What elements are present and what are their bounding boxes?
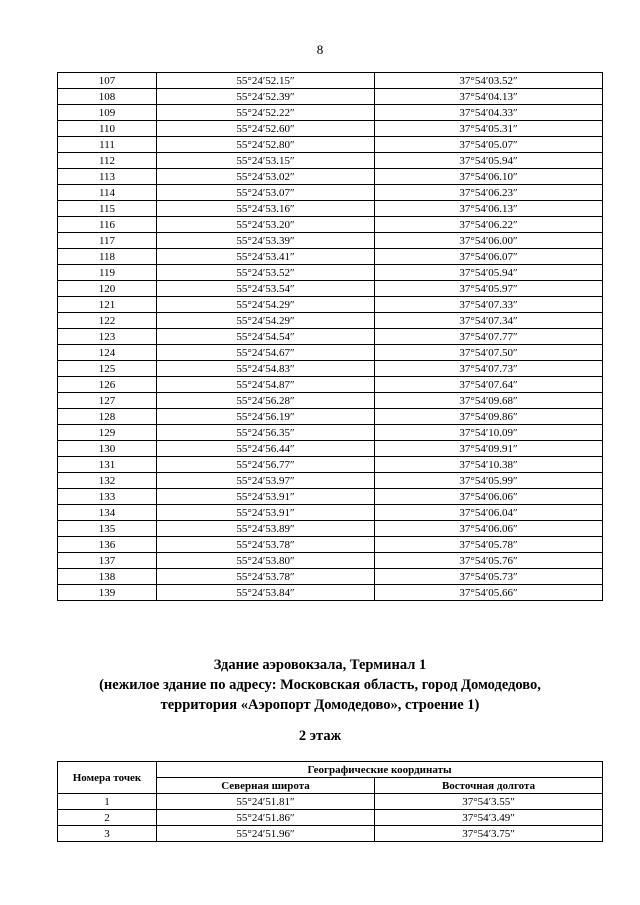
longitude-cell: 37°54′10.38″ (375, 457, 603, 473)
latitude-cell: 55°24′53.02″ (157, 169, 375, 185)
latitude-cell: 55°24′53.84″ (157, 585, 375, 601)
longitude-cell: 37°54′07.33″ (375, 297, 603, 313)
latitude-cell: 55°24′54.83″ (157, 361, 375, 377)
latitude-cell: 55°24′54.29″ (157, 297, 375, 313)
point-number-cell: 131 (58, 457, 157, 473)
latitude-cell: 55°24′56.77″ (157, 457, 375, 473)
table-row (58, 89, 603, 105)
building-address-line-1: (нежилое здание по адресу: Московская область, город Домодедово, (99, 677, 541, 693)
table-row (58, 361, 603, 377)
longitude-cell: 37°54′10.09″ (375, 425, 603, 441)
latitude-cell: 55°24′53.91″ (157, 489, 375, 505)
latitude-cell: 55°24′53.78″ (157, 537, 375, 553)
point-number-cell: 138 (58, 569, 157, 585)
table-row (58, 297, 603, 313)
table-row (58, 441, 603, 457)
longitude-cell: 37°54′05.73″ (375, 569, 603, 585)
latitude-cell: 55°24′54.67″ (157, 345, 375, 361)
latitude-cell: 55°24′52.22″ (157, 105, 375, 121)
longitude-cell: 37°54′04.33″ (375, 105, 603, 121)
floor-table-header (58, 762, 603, 794)
point-number-cell: 108 (58, 89, 157, 105)
coordinates-table-continued (57, 72, 603, 601)
point-number-cell: 136 (58, 537, 157, 553)
point-number-cell: 133 (58, 489, 157, 505)
longitude-cell: 37°54′05.94″ (375, 153, 603, 169)
point-number-cell: 137 (58, 553, 157, 569)
point-number-cell: 125 (58, 361, 157, 377)
latitude-cell: 55°24′53.16″ (157, 201, 375, 217)
table-row (58, 249, 603, 265)
latitude-cell: 55°24′53.80″ (157, 553, 375, 569)
table-row (58, 393, 603, 409)
longitude-cell: 37°54′05.99″ (375, 473, 603, 489)
point-number-cell: 128 (58, 409, 157, 425)
latitude-cell: 55°24′52.39″ (157, 89, 375, 105)
longitude-cell: 37°54′06.00″ (375, 233, 603, 249)
point-number-cell: 118 (58, 249, 157, 265)
longitude-cell: 37°54′06.06″ (375, 521, 603, 537)
latitude-cell: 55°24′53.07″ (157, 185, 375, 201)
point-number-cell: 107 (58, 73, 157, 89)
point-number-cell: 134 (58, 505, 157, 521)
longitude-cell: 37°54′06.10″ (375, 169, 603, 185)
table-row (58, 329, 603, 345)
table-row (58, 281, 603, 297)
latitude-cell: 55°24′53.97″ (157, 473, 375, 489)
header-latitude: Северная широта (157, 778, 375, 794)
latitude-cell: 55°24′53.78″ (157, 569, 375, 585)
longitude-cell: 37°54′09.86″ (375, 409, 603, 425)
longitude-cell: 37°54′3.75″ (375, 826, 603, 842)
latitude-cell: 55°24′53.54″ (157, 281, 375, 297)
header-row (58, 762, 603, 778)
longitude-cell: 37°54′07.64″ (375, 377, 603, 393)
point-number-cell: 114 (58, 185, 157, 201)
table-row (58, 569, 603, 585)
floor-title: 2 этаж (298, 728, 342, 744)
point-number-cell: 129 (58, 425, 157, 441)
point-number-cell: 123 (58, 329, 157, 345)
table-row (58, 826, 603, 842)
coordinates-table-body (58, 73, 603, 601)
latitude-cell: 55°24′51.86″ (157, 810, 375, 826)
longitude-cell: 37°54′07.77″ (375, 329, 603, 345)
latitude-cell: 55°24′52.15″ (157, 73, 375, 89)
longitude-cell: 37°54′3.55″ (375, 794, 603, 810)
latitude-cell: 55°24′54.54″ (157, 329, 375, 345)
longitude-cell: 37°54′09.91″ (375, 441, 603, 457)
page-number: 8 (316, 42, 324, 57)
latitude-cell: 55°24′54.29″ (157, 313, 375, 329)
header-geographic-coordinates: Географические координаты (157, 762, 603, 778)
table-row (58, 121, 603, 137)
longitude-cell: 37°54′06.13″ (375, 201, 603, 217)
table-row (58, 457, 603, 473)
table-row (58, 345, 603, 361)
table-row (58, 505, 603, 521)
point-number-cell: 110 (58, 121, 157, 137)
table-row (58, 553, 603, 569)
longitude-cell: 37°54′3.49″ (375, 810, 603, 826)
longitude-cell: 37°54′07.34″ (375, 313, 603, 329)
longitude-cell: 37°54′05.07″ (375, 137, 603, 153)
point-number-cell: 122 (58, 313, 157, 329)
latitude-cell: 55°24′53.91″ (157, 505, 375, 521)
table-row (58, 313, 603, 329)
table-row (58, 377, 603, 393)
table-row (58, 217, 603, 233)
table-row (58, 425, 603, 441)
latitude-cell: 55°24′51.96″ (157, 826, 375, 842)
longitude-cell: 37°54′04.13″ (375, 89, 603, 105)
latitude-cell: 55°24′53.52″ (157, 265, 375, 281)
building-address-line-2: территория «Аэропорт Домодедово», строение 1) (160, 697, 480, 713)
table-row (58, 185, 603, 201)
building-title: Здание аэровокзала, Терминал 1 (213, 657, 427, 673)
point-number-cell: 132 (58, 473, 157, 489)
table-row (58, 73, 603, 89)
point-number-cell: 113 (58, 169, 157, 185)
latitude-cell: 55°24′53.20″ (157, 217, 375, 233)
longitude-cell: 37°54′07.50″ (375, 345, 603, 361)
latitude-cell: 55°24′56.19″ (157, 409, 375, 425)
table-row (58, 233, 603, 249)
table-row (58, 537, 603, 553)
latitude-cell: 55°24′53.89″ (157, 521, 375, 537)
header-point-numbers: Номера точек (58, 762, 157, 794)
longitude-cell: 37°54′06.07″ (375, 249, 603, 265)
longitude-cell: 37°54′06.04″ (375, 505, 603, 521)
longitude-cell: 37°54′05.76″ (375, 553, 603, 569)
point-number-cell: 3 (58, 826, 157, 842)
longitude-cell: 37°54′06.06″ (375, 489, 603, 505)
latitude-cell: 55°24′52.60″ (157, 121, 375, 137)
table-row (58, 169, 603, 185)
table-row (58, 105, 603, 121)
table-row (58, 794, 603, 810)
longitude-cell: 37°54′05.31″ (375, 121, 603, 137)
point-number-cell: 130 (58, 441, 157, 457)
table-row (58, 473, 603, 489)
point-number-cell: 111 (58, 137, 157, 153)
latitude-cell: 55°24′53.41″ (157, 249, 375, 265)
point-number-cell: 139 (58, 585, 157, 601)
longitude-cell: 37°54′05.78″ (375, 537, 603, 553)
point-number-cell: 119 (58, 265, 157, 281)
point-number-cell: 116 (58, 217, 157, 233)
longitude-cell: 37°54′07.73″ (375, 361, 603, 377)
point-number-cell: 109 (58, 105, 157, 121)
point-number-cell: 121 (58, 297, 157, 313)
table-row (58, 153, 603, 169)
latitude-cell: 55°24′56.35″ (157, 425, 375, 441)
latitude-cell: 55°24′54.87″ (157, 377, 375, 393)
longitude-cell: 37°54′06.22″ (375, 217, 603, 233)
floor-table-body (58, 794, 603, 842)
longitude-cell: 37°54′06.23″ (375, 185, 603, 201)
point-number-cell: 120 (58, 281, 157, 297)
table-row (58, 489, 603, 505)
longitude-cell: 37°54′05.97″ (375, 281, 603, 297)
latitude-cell: 55°24′53.15″ (157, 153, 375, 169)
point-number-cell: 135 (58, 521, 157, 537)
longitude-cell: 37°54′05.94″ (375, 265, 603, 281)
point-number-cell: 115 (58, 201, 157, 217)
table-row (58, 521, 603, 537)
latitude-cell: 55°24′51.81″ (157, 794, 375, 810)
table-row (58, 409, 603, 425)
longitude-cell: 37°54′03.52″ (375, 73, 603, 89)
point-number-cell: 127 (58, 393, 157, 409)
point-number-cell: 112 (58, 153, 157, 169)
longitude-cell: 37°54′09.68″ (375, 393, 603, 409)
longitude-cell: 37°54′05.66″ (375, 585, 603, 601)
point-number-cell: 2 (58, 810, 157, 826)
latitude-cell: 55°24′56.28″ (157, 393, 375, 409)
latitude-cell: 55°24′56.44″ (157, 441, 375, 457)
table-row (58, 137, 603, 153)
table-row (58, 585, 603, 601)
point-number-cell: 124 (58, 345, 157, 361)
table-row (58, 810, 603, 826)
point-number-cell: 1 (58, 794, 157, 810)
point-number-cell: 117 (58, 233, 157, 249)
table-row (58, 201, 603, 217)
latitude-cell: 55°24′53.39″ (157, 233, 375, 249)
header-longitude: Восточная долгота (375, 778, 603, 794)
floor-coordinates-table (57, 761, 603, 842)
latitude-cell: 55°24′52.80″ (157, 137, 375, 153)
point-number-cell: 126 (58, 377, 157, 393)
table-row (58, 265, 603, 281)
